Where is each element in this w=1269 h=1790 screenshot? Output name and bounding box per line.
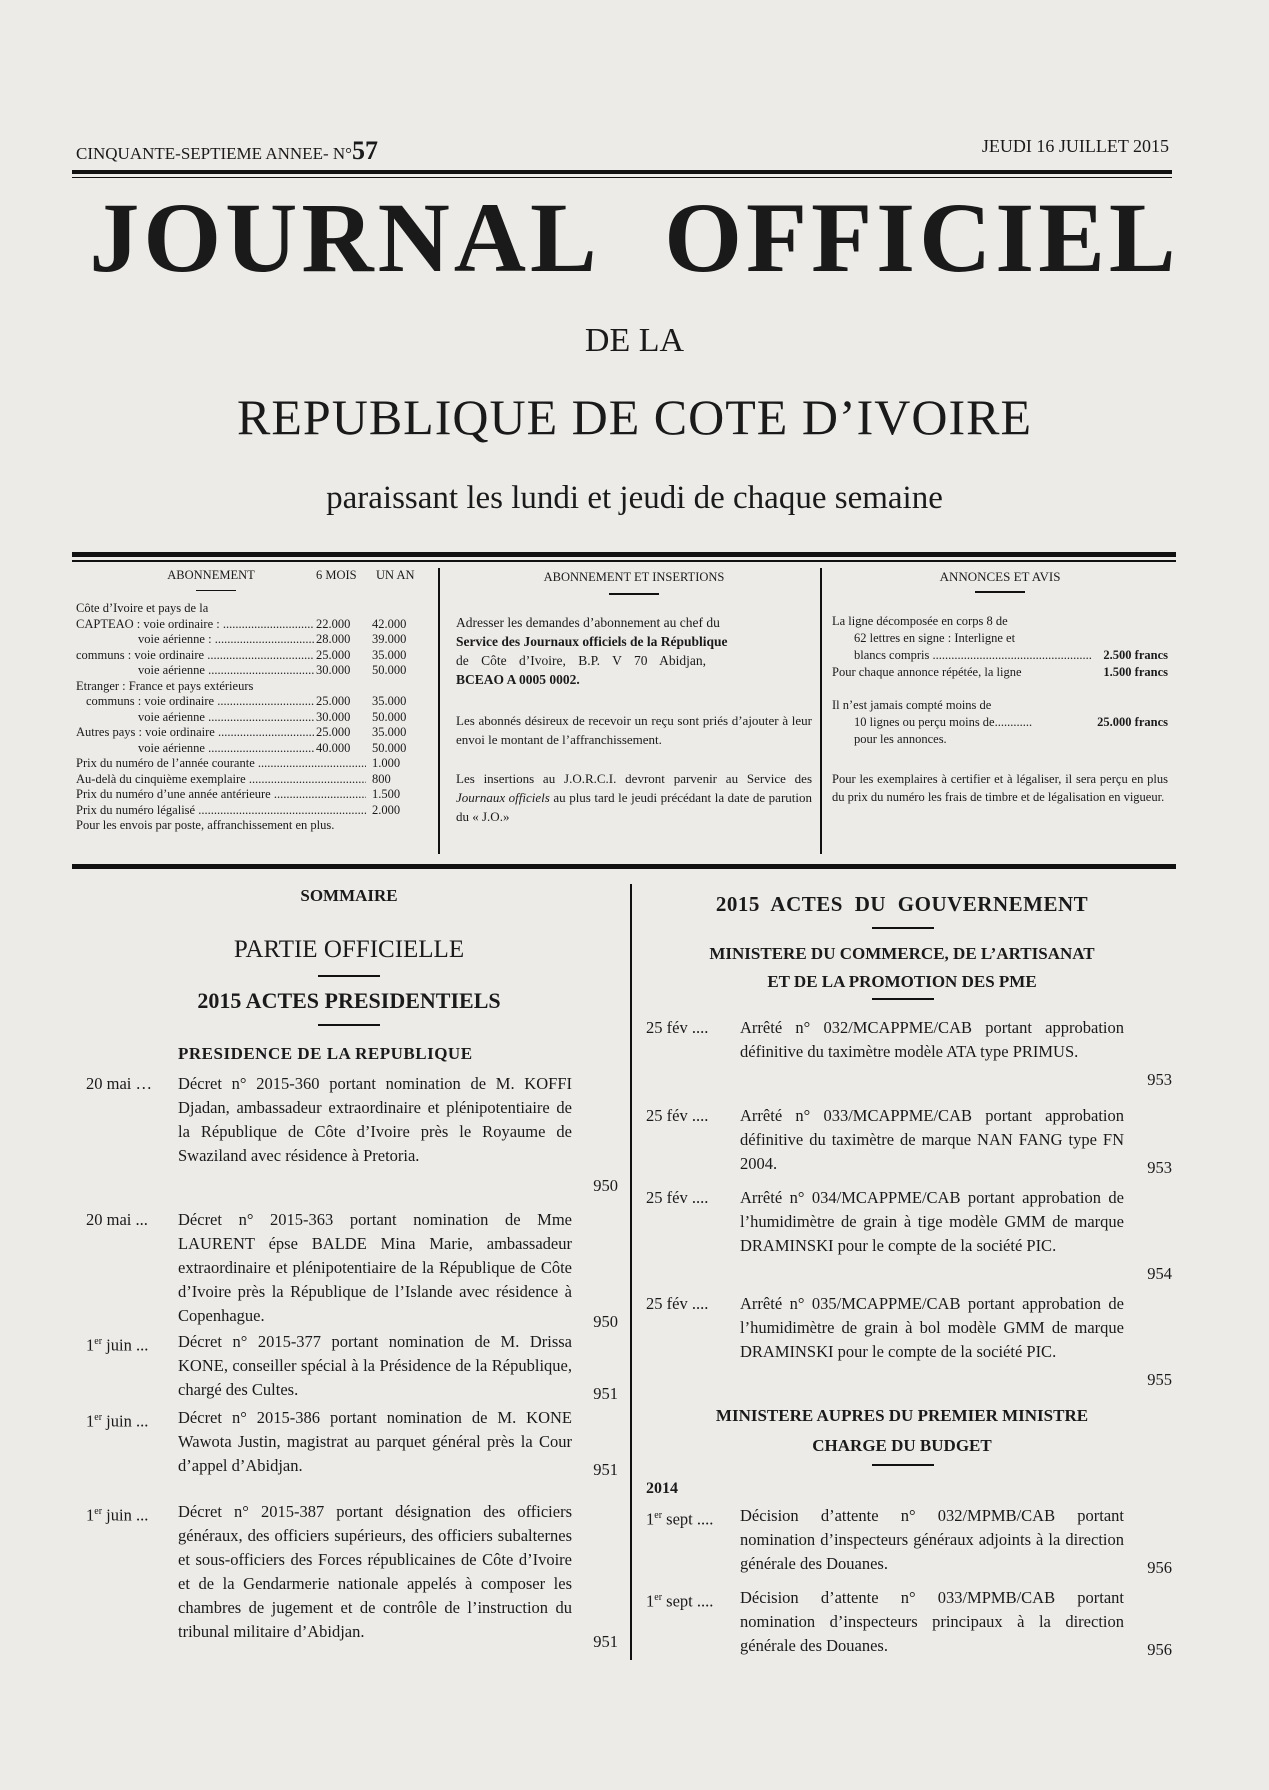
- price-label: voie aérienne .....: [76, 741, 314, 757]
- entry-page: 956: [1147, 1640, 1172, 1659]
- gouvernement-title: 2015 ACTES DU GOUVERNEMENT: [715, 892, 1089, 916]
- entry-page: 954: [1147, 1264, 1172, 1283]
- abonnement-heading: ABONNEMENT: [167, 568, 255, 582]
- entry-page: 955: [1147, 1370, 1172, 1389]
- price-label: communs : voie ordinaire .....: [76, 648, 314, 664]
- price-6mois: 22.000: [316, 616, 351, 631]
- price-row: [76, 741, 424, 757]
- annonces-rule: [975, 591, 1025, 593]
- entry-page: 951: [593, 1632, 618, 1651]
- price-row: [76, 725, 424, 741]
- price-unan: 1.500: [372, 787, 401, 801]
- actes-presidentiels: 2015 ACTES PRESIDENTIELS: [197, 988, 501, 1013]
- gouvernement-rule: [872, 927, 934, 929]
- ministere-commerce-rule: [872, 998, 934, 1000]
- abonnement-footer: Pour les envois par poste, affranchissement en plus.: [76, 818, 335, 832]
- entry-page: 951: [593, 1460, 618, 1479]
- entry-date: 25 fév ....: [646, 1188, 709, 1207]
- annonces-heading: ANNONCES ET AVIS: [939, 569, 1061, 584]
- sommaire-entry: [646, 1292, 1172, 1388]
- annonces-l4: [832, 664, 1168, 681]
- abonnement-header: [76, 568, 424, 584]
- annonces-l8: Pour les exemplaires à certifier et à légaliser, il sera perçu en plus du prix du numéro les frais de timbre et de légalisation en vigueur.: [832, 771, 1168, 804]
- price-unan: 35.000: [372, 694, 407, 708]
- sommaire-entry: [86, 1500, 618, 1650]
- partie-rule: [318, 975, 380, 977]
- entry-date: 25 fév ....: [646, 1018, 709, 1037]
- price-6mois: 30.000: [316, 663, 351, 677]
- masthead-tagline: paraissant les lundi et jeudi de chaque semaine: [326, 480, 943, 516]
- entry-text: Décret n° 2015-363 portant nomination de Mme LAURENT épse BALDE Mina Marie, ambassadeur extraordinaire et plénipotentiaire de la République de Côte d’Ivoire près la République de l’Islande avec résidence à Copenhague.: [178, 1210, 572, 1325]
- entry-page: 950: [593, 1176, 618, 1195]
- price-6mois: 25.000: [316, 647, 351, 662]
- insertions-p1: [456, 613, 812, 689]
- masthead-republic: REPUBLIQUE DE COTE D’IVOIRE: [237, 389, 1032, 445]
- price-row: [76, 694, 424, 710]
- price-row: [76, 632, 424, 648]
- issue-date: JEUDI 16 JUILLET 2015: [981, 136, 1169, 156]
- annonces-l6: 10 lignes ou perçu moins de............ 25.000 francs: [854, 714, 1168, 729]
- price-6mois: 25.000: [316, 694, 351, 708]
- sommaire-entry: [86, 1208, 618, 1330]
- sommaire-entry: [646, 1586, 1172, 1658]
- insertions-box: [456, 568, 812, 854]
- entry-text: Décision d’attente n° 032/MPMB/CAB portant nomination d’inspecteurs généraux adjoints à la direction générale des Douanes.: [740, 1506, 1124, 1573]
- annonces-l6-price: 25.000 francs: [1097, 714, 1168, 729]
- sommaire-entry: [646, 1186, 1172, 1282]
- entry-page: 956: [1147, 1558, 1172, 1577]
- abonnement-box: [76, 568, 424, 854]
- price-unan: 50.000: [372, 663, 407, 677]
- price-unan: 39.000: [372, 632, 407, 646]
- entry-text: Arrêté n° 035/MCAPPME/CAB portant approbation de l’humidimètre de grain à bol modèle GMM de marque DRAMINSKI pour le compte de la société PIC.: [740, 1294, 1124, 1361]
- entry-date: 1er juin ...: [86, 1505, 149, 1525]
- price-row: [76, 710, 424, 726]
- entry-date: 20 mai …: [86, 1074, 152, 1093]
- insertions-p1a: Adresser les demandes d’abonnement au chef du: [456, 614, 720, 630]
- annonces-l3: blancs compris ................................................... 2.500 francs: [854, 647, 1168, 662]
- abonnement-group1: Côte d’Ivoire et pays de la: [76, 601, 209, 615]
- entry-text: Arrêté n° 032/MCAPPME/CAB portant approbation définitive du taximètre modèle ATA type PRIMUS.: [740, 1018, 1124, 1061]
- entry-date: 1er juin ...: [86, 1335, 149, 1355]
- annonces-l4-text: Pour chaque annonce répétée, la ligne: [832, 664, 1022, 679]
- abonnement-rule: [196, 590, 236, 592]
- price-unan: 800: [372, 771, 391, 786]
- entry-date: 1er juin ...: [86, 1411, 149, 1431]
- masthead-rule: [72, 552, 1176, 557]
- boxes-rule: [72, 864, 1176, 869]
- annonces-l3-text: blancs compris: [854, 647, 930, 662]
- entry-date: 20 mai ...: [86, 1210, 148, 1229]
- entry-text: Décret n° 2015-377 portant nomination de M. Drissa KONE, conseiller spécial à la Présidence de la République, chargé des Cultes.: [178, 1332, 572, 1399]
- price-6mois: 30.000: [316, 709, 351, 724]
- price-unan: 2.000: [372, 802, 401, 817]
- price-row: [76, 617, 424, 633]
- price-row: [76, 756, 424, 772]
- entry-text: Décret n° 2015-360 portant nomination de M. KOFFI Djadan, ambassadeur extraordinaire et plénipotentiaire de la République de Côte d’Ivoire près le Royaume de Swaziland avec résidence à Pretoria.: [178, 1074, 572, 1165]
- masthead-rule-thin: [72, 560, 1176, 562]
- entry-date: 1er sept ....: [646, 1591, 714, 1611]
- abonnement-group2: Etranger : France et pays extérieurs: [76, 678, 254, 693]
- insertions-p3a: Les insertions au J.O.R.C.I. devront parvenir au Service des: [456, 770, 812, 786]
- box-divider-1: [438, 568, 440, 854]
- price-row: [76, 663, 424, 679]
- price-row: [76, 772, 424, 788]
- sommaire-title: SOMMAIRE: [300, 886, 398, 905]
- header-rule-thin: [72, 177, 1172, 178]
- entry-date: 25 fév ....: [646, 1106, 709, 1125]
- header-rule: [72, 170, 1172, 174]
- issue-number: 57: [351, 136, 378, 165]
- annonces-l2: 62 lettres en signe : Interligne et: [854, 630, 1016, 645]
- annonces-l4-price: 1.500 francs: [1103, 664, 1168, 679]
- entry-date: 25 fév ....: [646, 1294, 709, 1313]
- col-6mois: 6 MOIS: [316, 568, 357, 582]
- annonces-l6-text: 10 lignes ou perçu moins de: [854, 714, 995, 729]
- insertions-p1b: Service des Journaux officiels de la République: [456, 633, 728, 649]
- masthead-de-la: DE LA: [584, 322, 685, 359]
- price-unan: 42.000: [372, 616, 407, 631]
- sommaire-entry: [86, 1330, 618, 1402]
- actes-rule: [318, 1024, 380, 1026]
- sommaire-entry: [86, 1072, 618, 1194]
- price-label: voie aérienne : .....: [76, 632, 314, 648]
- price-row: [76, 787, 424, 803]
- entry-text: Arrêté n° 034/MCAPPME/CAB portant approbation de l’humidimètre de grain à tige modèle GMM de marque DRAMINSKI pour le compte de la société PIC.: [740, 1188, 1124, 1255]
- insertions-rule: [609, 593, 659, 595]
- entry-text: Décret n° 2015-387 portant désignation des officiers généraux, des officiers supérieurs, des officiers subalternes et sous-officiers des Forces républicaines de Côte d’Ivoire et de la Gendarmerie nationale appelés à composer les chambres de jugement et de contrôle de l’instruction du tribunal militaire d’Abidjan.: [178, 1502, 572, 1641]
- ministere-commerce-b: ET DE LA PROMOTION DES PME: [767, 972, 1037, 991]
- price-label: Au-delà du cinquième exemplaire .....: [76, 772, 366, 788]
- box-divider-2: [820, 568, 822, 854]
- column-divider: [630, 884, 632, 1660]
- insertions-p1d: BCEAO A 0005 0002.: [456, 671, 580, 687]
- price-6mois: 40.000: [316, 740, 351, 755]
- ministere-budget-b: CHARGE DU BUDGET: [812, 1436, 992, 1455]
- entry-page: 953: [1147, 1158, 1172, 1177]
- entry-page: 953: [1147, 1070, 1172, 1089]
- entry-text: Décret n° 2015-386 portant nomination de M. KONE Wawota Justin, magistrat au parquet général près la Cour d’appel d’Abidjan.: [178, 1408, 572, 1475]
- price-label: Prix du numéro d’une année antérieure .....: [76, 787, 366, 803]
- price-unan: 35.000: [372, 647, 407, 662]
- price-6mois: 25.000: [316, 725, 351, 739]
- entry-date: 1er sept ....: [646, 1509, 714, 1529]
- insertions-p1c: de Côte d’Ivoire, B.P. V 70 Abidjan,: [456, 652, 706, 668]
- insertions-p3c: au plus tard le jeudi précédant la date de parution du « J.O.»: [456, 789, 812, 824]
- price-label: Autres pays : voie ordinaire .....: [76, 725, 314, 741]
- insertions-p3b: Journaux officiels: [456, 789, 550, 805]
- insertions-heading: ABONNEMENT ET INSERTIONS: [543, 570, 725, 584]
- price-row: [76, 803, 424, 819]
- entry-page: 950: [593, 1312, 618, 1331]
- price-label: communs : voie ordinaire .....: [76, 694, 314, 710]
- price-row: [76, 648, 424, 664]
- price-label: Prix du numéro légalisé .....: [76, 803, 366, 819]
- presidence-heading: PRESIDENCE DE LA REPUBLIQUE: [178, 1044, 473, 1063]
- annonces-l5: Il n’est jamais compté moins de: [832, 697, 992, 712]
- price-label: CAPTEAO : voie ordinaire : .....: [76, 617, 314, 633]
- ministere-commerce-a: MINISTERE DU COMMERCE, DE L’ARTISANAT: [709, 944, 1095, 963]
- year-2014: 2014: [646, 1480, 678, 1497]
- annonces-l3-price: 2.500 francs: [1103, 647, 1168, 662]
- annonces-box: [832, 568, 1168, 854]
- price-6mois: 28.000: [316, 632, 351, 646]
- entry-text: Décision d’attente n° 033/MPMB/CAB portant nomination d’inspecteurs principaux à la direction générale des Douanes.: [740, 1588, 1124, 1655]
- col-unan: UN AN: [376, 568, 415, 582]
- sommaire-entry: [646, 1504, 1172, 1576]
- price-label: voie aérienne .....: [76, 663, 314, 679]
- partie-officielle: PARTIE OFFICIELLE: [233, 936, 465, 963]
- price-label: voie aérienne .....: [76, 710, 314, 726]
- price-label: Prix du numéro de l’année courante .....: [76, 756, 366, 772]
- sommaire-entry: [86, 1406, 618, 1478]
- price-unan: 35.000: [372, 725, 407, 739]
- journal-title: JOURNAL OFFICIEL: [89, 182, 1180, 293]
- sommaire-entry: [646, 1104, 1172, 1176]
- ministere-budget-a: MINISTERE AUPRES DU PREMIER MINISTRE: [715, 1406, 1089, 1425]
- entry-page: 951: [593, 1384, 618, 1403]
- issue-label: CINQUANTE-SEPTIEME ANNEE- N°: [76, 144, 352, 163]
- annonces-l1: La ligne décomposée en corps 8 de: [832, 613, 1008, 628]
- price-unan: 50.000: [372, 709, 407, 724]
- sommaire-entry: [646, 1016, 1172, 1088]
- price-unan: 50.000: [372, 740, 407, 755]
- issue-line: [76, 136, 378, 166]
- entry-text: Arrêté n° 033/MCAPPME/CAB portant approbation définitive du taximètre de marque NAN FANG type FN 2004.: [740, 1106, 1124, 1173]
- insertions-p2: Les abonnés désireux de recevoir un reçu sont priés d’ajouter à leur envoi le montant de l’affranchissement.: [456, 712, 812, 747]
- insertions-p3: [456, 769, 812, 826]
- ministere-budget-rule: [872, 1464, 934, 1466]
- annonces-l7: pour les annonces.: [854, 731, 947, 746]
- price-unan: 1.000: [372, 756, 401, 770]
